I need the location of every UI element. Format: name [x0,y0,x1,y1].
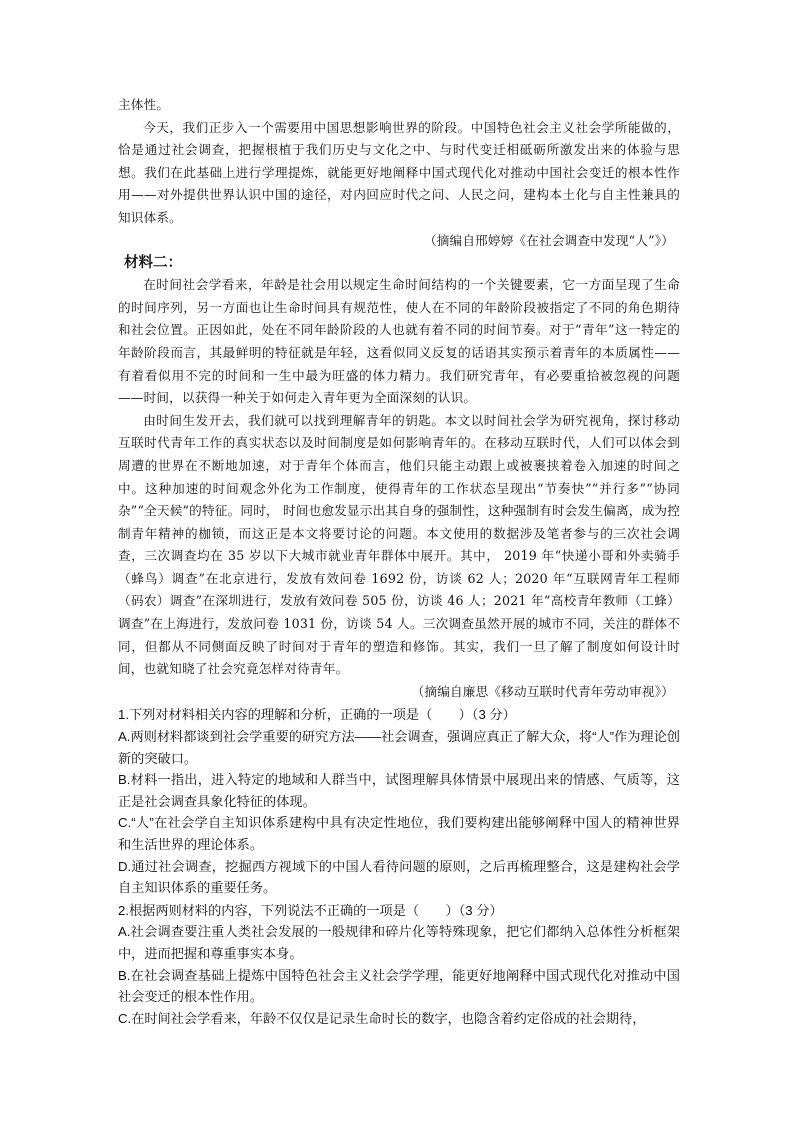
question-2-option-b: B.在社会调查基础上提炼中国特色社会主义社会学学理，能更好地阐释中国式现代化对推动中国社会变迁的根本性作用。 [118,967,680,1005]
material2-heading: 材料二： [124,255,182,272]
question-2 [118,900,680,1030]
question-1 [118,704,680,898]
question-2-stem: 2.根据两则材料的内容，下列说法不正确的一项是（ ）（3 分） [118,902,503,918]
question-1-option-d: D.通过社会调查，挖掘西方视域下的中国人看待问题的原则，之后再梳理整合，这是建构社会学自主知识体系的重要任务。 [118,858,680,896]
question-1-option-b: B.材料一指出，进入特定的地域和人群当中，试图理解具体情景中展现出来的情感、气质等，这正是社会调查具象化特征的体现。 [118,772,680,809]
question-2-option-c: C.在时间社会学看来，年龄不仅仅是记录生命时长的数字，也隐含着约定俗成的社会期待， [118,1010,646,1026]
question-1-stem: 1.下列对材料相关内容的理解和分析，正确的一项是（ ）（3 分） [118,707,516,723]
question-1-option-a: A.两则材料都谈到社会学重要的研究方法——社会调查，强调应真正了解大众，将“人”作为理论创新的突破口。 [118,729,680,766]
question-1-option-c: C.“人”在社会学自主知识体系建构中具有决定性地位，我们要构建出能够阐释中国人的精神世界和生活世界的理论体系。 [118,815,680,852]
material2-paragraph-1: 在时间社会学看来，年龄是社会用以规定生命时间结构的一个关键要素，它一方面呈现了生命的时间序列，另一方面也让生命时间具有规范性，使人在不同的年龄阶段被指定了不同的角色期待和社会位置。正因如此，处在不同年龄阶段的人也就有着不同的时间节奏。对于“青年”这一特定的年龄阶段而言，其最鲜明的特征就是年轻，这看似同义反复的话语其实预示着青年的本质属性——有着看似用不完的时间和一生中最为旺盛的体力精力。我们研究青年，有必要重拾被忽视的问题——时间，以获得一种关于如何走入青年更为全面深刻的认识。 [118,277,680,406]
material1-paragraph: 今天，我们正步入一个需要用中国思想影响世界的阶段。中国特色社会主义社会学所能做的，恰是通过社会调查，把握根植于我们历史与文化之中、与时代变迁相砥砺所激发出来的体验与思想。我们在此基础上进行学理提炼，就能更好地阐释中国式现代化对推动中国社会变迁的根本性作用——对外提供世界认识中国的途径，对内回应时代之问、人民之问，建构本土化与自主性兼具的知识体系。 [118,119,680,225]
exam-page [118,94,680,1029]
material1-tail-line: 主体性。 [118,97,170,112]
material2-source: （摘编自廉思《移动互联时代青年劳动审视》） [411,683,674,699]
question-2-option-a: A.社会调查要注重人类社会发展的一般规律和碎片化等特殊现象，把它们都纳入总体性分析框架中，进而把握和尊重事实本身。 [118,924,680,961]
material1-source: （摘编自邢婷婷《在社会调查中发现“人”》） [423,232,674,248]
material2-paragraph-2: 由时间生发开去，我们就可以找到理解青年的钥匙。本文以时间社会学为研究视角，探讨移动互联时代青年工作的真实状态以及时间制度是如何影响青年的。在移动互联时代，人们可以体会到周遭的世界在不断地加速，对于青年个体而言，他们只能主动跟上或被裹挟着卷入加速的时间之中。这种加速的时间观念外化为工作制度，使得青年的工作状态呈现出“节奏快”“并行多”“协同杂”“全天候”的特征。同时， 时间也愈发显示出其自身的强制性，这种强制有时会发生偏离，成为控制青年精神的枷锁，而这正是本文将要讨论的问题。本文使用的数据涉及笔者参与的三次社会调查，三次调查均在 35 岁以下大城市就业青年群体中展开。其中， 2019 年“快递小哥和外卖骑手（蜂鸟）调查”在北京进行，发放有效问卷 1692 份，访谈 62 人；2020 年“互联网青年工程师（码农）调查”在深圳进行，发放有效问卷 505 份，访谈 46 人；2021 年“高校青年教师（工蜂）调查”在上海进行，发放问卷 1031 份，访谈 54 人。三次调查虽然开展的城市不同，关注的群体不同，但都从不同侧面反映了时间对于青年的塑造和修饰。其实，我们一旦了解了制度如何设计时间，也就知晓了社会究竟怎样对待青年。 [118,412,680,677]
